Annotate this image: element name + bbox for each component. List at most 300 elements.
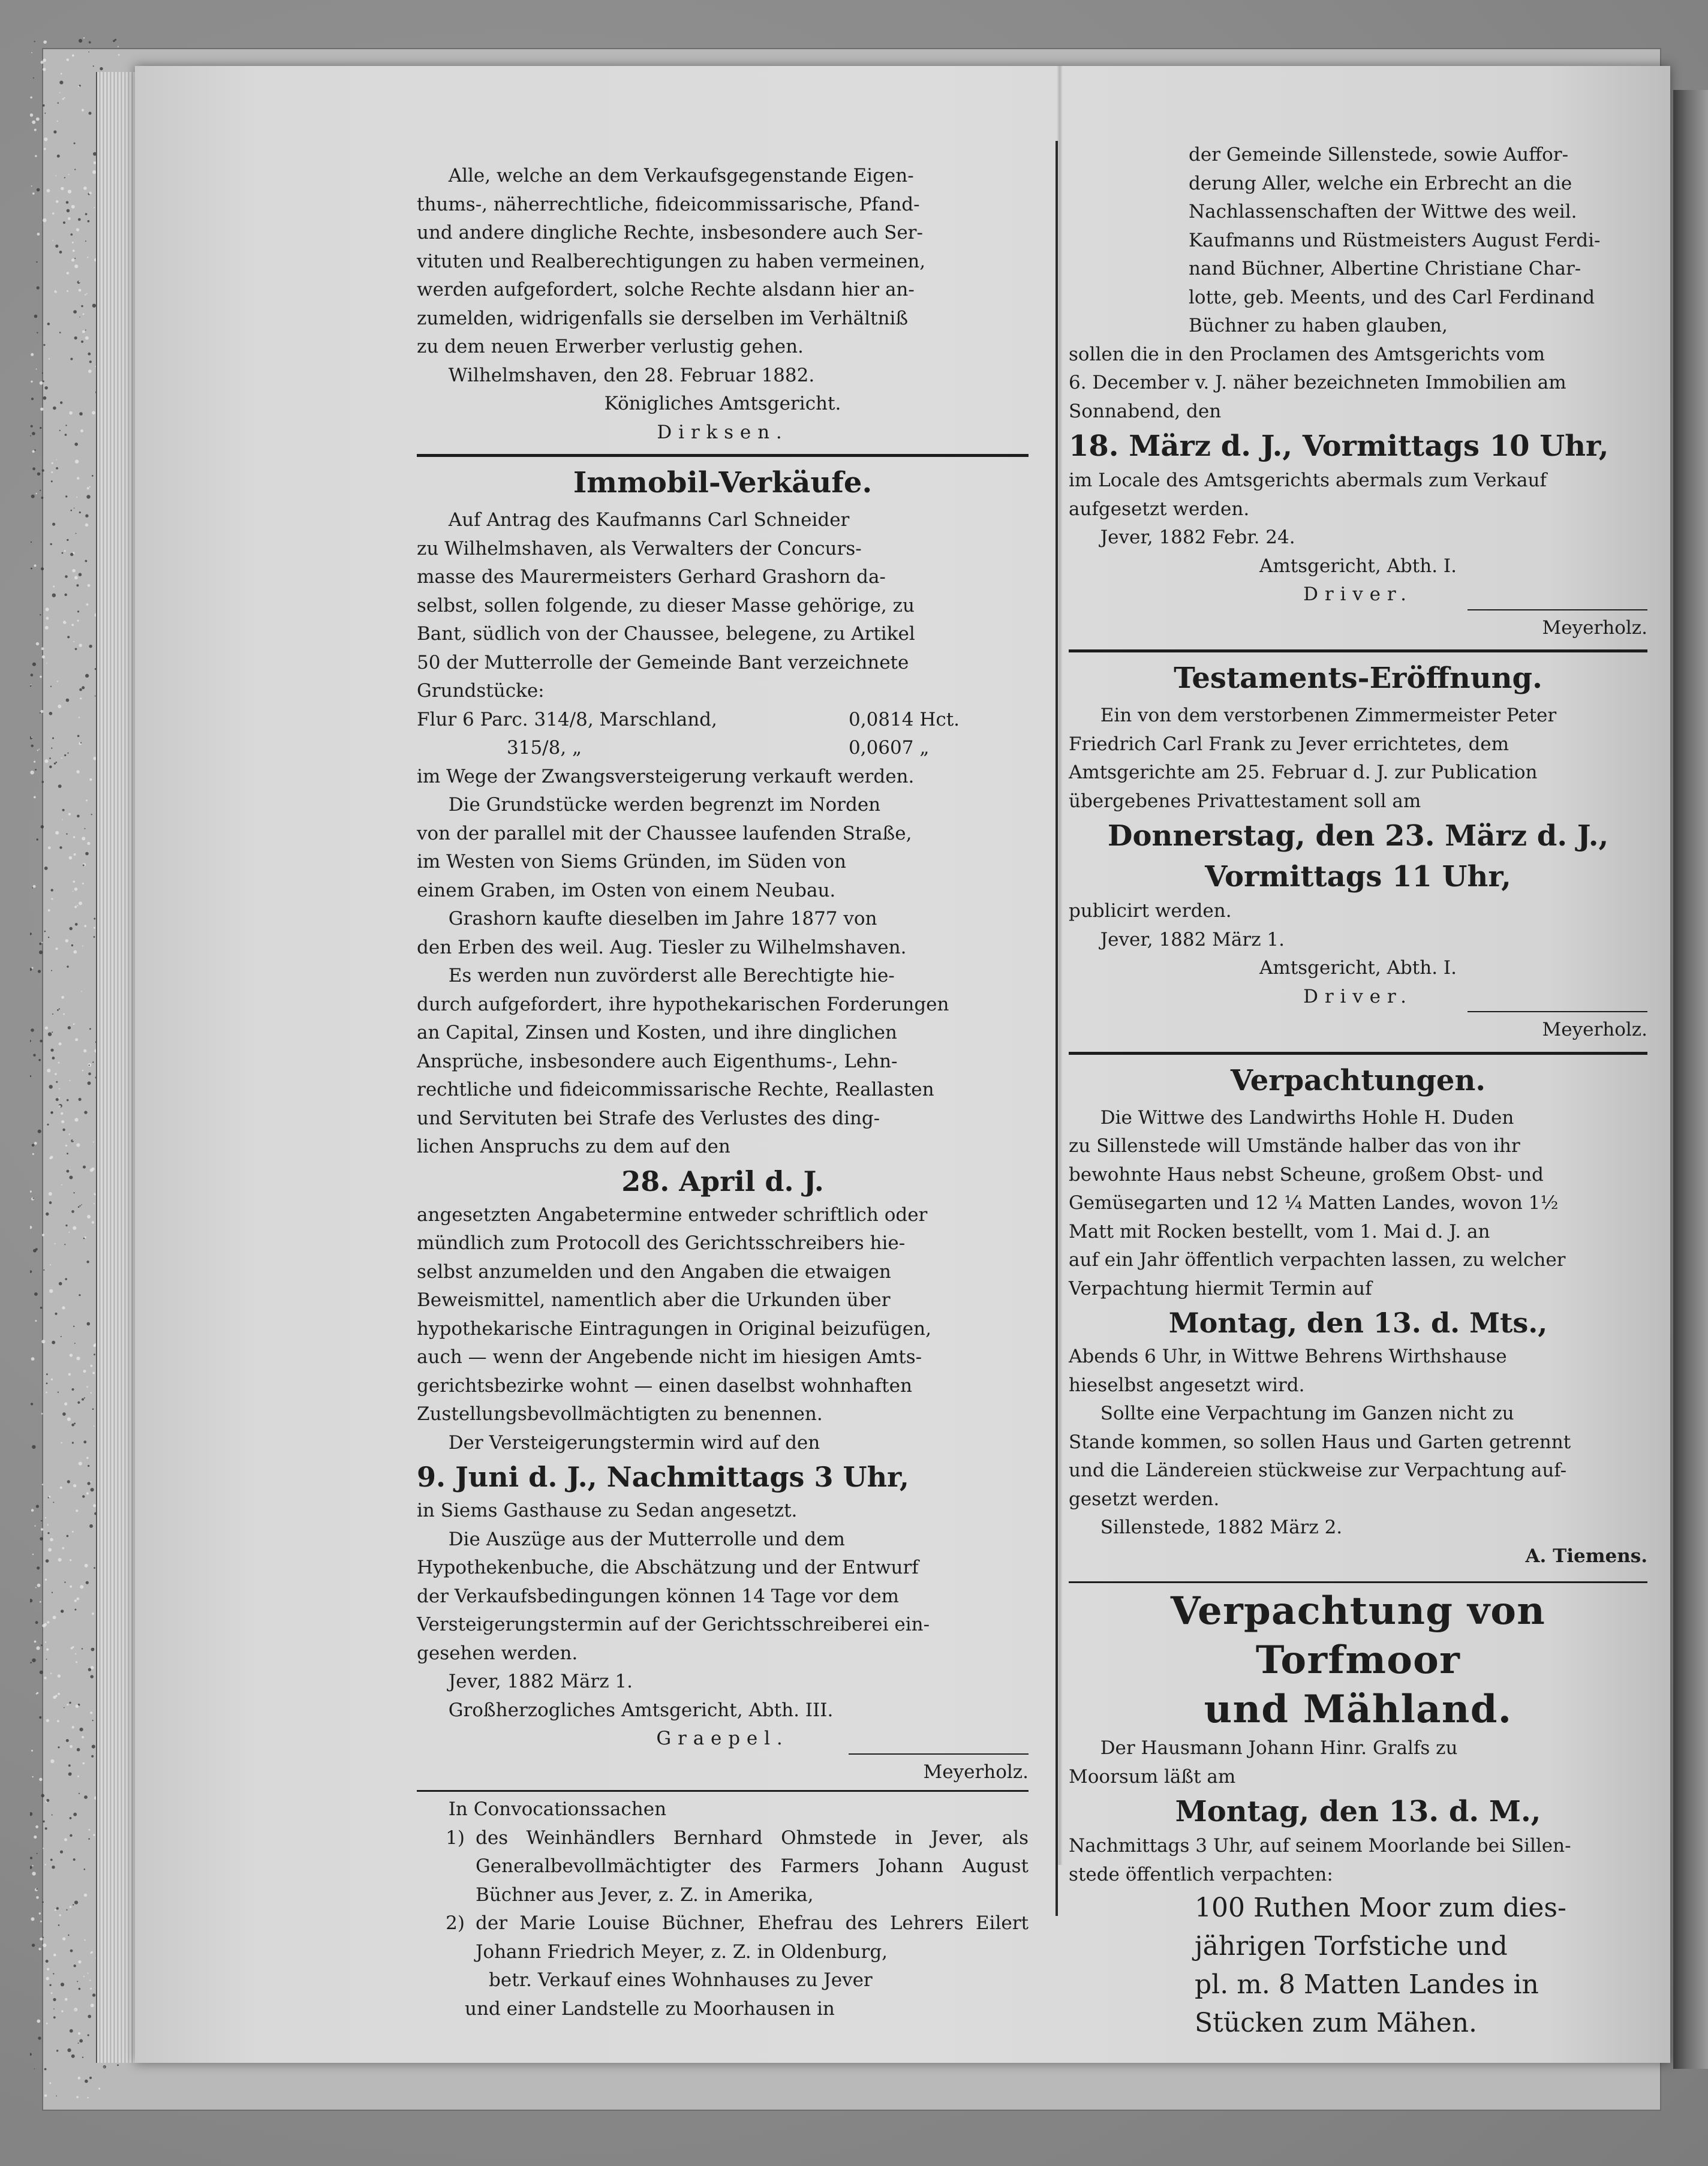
speckle-dot [48, 846, 51, 849]
speckle-dot [34, 129, 37, 131]
speckle-dot [32, 1944, 35, 1947]
list-item [417, 1909, 1029, 1966]
speckle-dot [71, 510, 73, 512]
speckle-dot [72, 1726, 74, 1728]
speckle-dot [88, 1072, 91, 1075]
speckle-dot [57, 121, 58, 122]
speckle-dot [92, 1221, 94, 1223]
speckle-dot [81, 341, 83, 343]
notice-court: Amtsgericht, Abth. I. [1259, 957, 1457, 979]
speckle-dot [117, 2064, 119, 2066]
speckle-dot [50, 1264, 51, 1265]
text-line: Ein von dem verstorbenen Zimmermeister Peter [1100, 705, 1557, 726]
speckle-dot [52, 240, 53, 241]
speckle-dot [47, 1621, 49, 1623]
speckle-dot [91, 1365, 93, 1367]
speckle-dot [92, 411, 95, 414]
immobil-notice [417, 463, 1029, 1786]
speckle-dot [68, 1026, 71, 1029]
speckle-dot [79, 289, 82, 292]
speckle-dot [34, 796, 36, 799]
speckle-dot [82, 1398, 84, 1401]
speckle-dot [46, 1799, 49, 1802]
text-line: Zustellungsbevollmächtigten zu benennen. [417, 1403, 823, 1425]
speckle-dot [52, 1031, 53, 1033]
section-rule [1069, 1581, 1647, 1583]
speckle-dot [31, 1917, 35, 1921]
speckle-dot [61, 1983, 64, 1986]
speckle-dot [79, 1793, 80, 1794]
text-line: publicirt werden. [1069, 900, 1232, 922]
speckle-dot [70, 1080, 71, 1081]
text-line: werden aufgefordert, solche Rechte alsdann hier an- [417, 279, 915, 300]
speckle-dot [74, 1422, 76, 1424]
speckle-dot [79, 717, 80, 718]
speckle-dot [79, 39, 82, 43]
speckle-dot [67, 1480, 70, 1483]
speckle-dot [47, 1069, 50, 1072]
speckle-dot [79, 1462, 82, 1466]
speckle-dot [53, 1954, 56, 1957]
speckle-dot [67, 753, 68, 754]
speckle-dot [69, 1702, 71, 1704]
speckle-dot [86, 495, 90, 498]
speckle-dot [61, 1120, 64, 1123]
speckle-dot [35, 769, 37, 771]
text-line: Gemüsegarten und 12 ¼ Matten Landes, wovon 1½ [1069, 1192, 1559, 1214]
speckle-dot [34, 2068, 35, 2069]
speckle-dot [71, 205, 75, 209]
text-line: Es werden nun zuvörderst alle Berechtigte hie- [448, 965, 895, 986]
list-text: des Weinhändlers Bernhard Ohmstede in Jever, als Generalbevollmächtigter des Farmers Johann August Büchner aus Jever, z. Z. in Amerika, [476, 1827, 1029, 1906]
speckle-dot [76, 584, 79, 586]
text-line: zu Wilhelmshaven, als Verwalters der Concurs- [417, 537, 862, 559]
speckle-dot [91, 1392, 92, 1394]
intro-notice [417, 162, 1029, 447]
speckle-dot [59, 251, 62, 254]
speckle-dot [56, 1098, 59, 1101]
notice-court: Königliches Amtsgericht. [604, 393, 841, 414]
speckle-dot [53, 130, 56, 133]
speckle-dot [73, 1858, 76, 1861]
speckle-dot [32, 450, 35, 453]
speckle-dot [61, 1184, 62, 1186]
speckle-dot [52, 212, 54, 214]
speckle-dot [30, 1226, 32, 1229]
speckle-dot [77, 905, 78, 906]
speckle-dot [58, 1674, 61, 1677]
opening-date: Donnerstag, den 23. März d. J., [1107, 819, 1609, 853]
text-line: aufgesetzt werden. [1069, 498, 1250, 520]
speckle-dot [31, 1403, 33, 1405]
speckle-dot [65, 1145, 67, 1147]
advert-date: Montag, den 13. d. M., [1175, 1795, 1541, 1828]
speckle-dot [49, 757, 51, 759]
speckle-dot [91, 1666, 94, 1669]
speckle-dot [30, 1866, 32, 1869]
speckle-dot [89, 2077, 92, 2079]
speckle-dot [66, 1739, 69, 1742]
speckle-dot [78, 218, 81, 221]
speckle-dot [46, 1977, 49, 1981]
speckle-dot [72, 569, 76, 573]
speckle-dot [78, 86, 79, 87]
text-line: thums-, näherrechtliche, fideicommissarische, Pfand- [417, 193, 920, 215]
speckle-dot [57, 1720, 59, 1722]
speckle-dot [40, 490, 41, 491]
advert-headline: und Mähland. [1204, 1687, 1512, 1732]
speckle-dot [51, 471, 53, 473]
text-line: Moorsum läßt am [1069, 1765, 1236, 1788]
speckle-dot [36, 369, 37, 370]
speckle-dot [73, 1139, 74, 1141]
speckle-dot [52, 1866, 55, 1869]
speckle-dot [77, 1401, 80, 1404]
text-line: lichen Anspruchs zu dem auf den [417, 1136, 730, 1157]
speckle-dot [46, 663, 47, 664]
speckle-dot [78, 2042, 79, 2044]
speckle-dot [79, 573, 82, 576]
speckle-dot [35, 1621, 38, 1624]
speckle-dot [49, 1496, 50, 1497]
text-line: selbst, sollen folgende, zu dieser Masse gehörige, zu [417, 594, 915, 616]
speckle-dot [90, 1988, 92, 1990]
speckle-dot [74, 576, 78, 580]
speckle-dot [32, 888, 33, 889]
speckle-dot [90, 1168, 94, 1172]
speckle-dot [45, 1641, 46, 1642]
speckle-dot [49, 1289, 53, 1293]
speckle-dot [30, 1190, 32, 1192]
speckle-dot [40, 381, 43, 385]
speckle-dot [45, 1579, 47, 1581]
speckle-dot [53, 2016, 56, 2018]
speckle-dot [46, 2023, 48, 2024]
speckle-dot [41, 1644, 43, 1646]
speckle-dot [41, 497, 44, 499]
speckle-dot [43, 1848, 44, 1849]
speckle-dot [76, 497, 77, 498]
text-line: der Verkaufsbedingungen können 14 Tage vor dem [417, 1585, 899, 1607]
speckle-dot [31, 1028, 34, 1032]
speckle-dot [32, 1153, 34, 1155]
speckle-dot [60, 1487, 62, 1489]
text-line: Die Grundstücke werden begrenzt im Norden [448, 794, 881, 816]
speckle-dot [31, 495, 35, 498]
speckle-dot [61, 996, 64, 999]
speckle-dot [76, 1509, 78, 1512]
speckle-dot [76, 1661, 77, 1663]
speckle-dot [79, 412, 83, 416]
speckle-dot [39, 943, 41, 945]
speckle-dot [59, 1914, 61, 1916]
speckle-dot [43, 380, 44, 382]
convocation-continued [1069, 141, 1647, 642]
text-line: und andere dingliche Rechte, insbesondere auch Ser- [417, 222, 923, 243]
speckle-dot [42, 1902, 44, 1903]
speckle-dot [48, 1032, 52, 1036]
speckle-dot [88, 1482, 91, 1485]
speckle-dot [71, 233, 73, 236]
speckle-dot [67, 539, 68, 541]
speckle-dot [40, 1601, 41, 1603]
speckle-dot [40, 710, 43, 713]
lease-notice [1069, 1061, 1647, 1571]
speckle-dot [53, 1973, 54, 1974]
text-line: 50 der Mutterrolle der Gemeinde Bant verzeichnete [417, 651, 909, 673]
speckle-dot [65, 1225, 67, 1226]
speckle-dot [51, 748, 52, 749]
speckle-dot [91, 1488, 94, 1491]
speckle-dot [61, 73, 62, 75]
speckle-dot [57, 155, 60, 158]
speckle-dot [89, 41, 91, 44]
speckle-dot [44, 113, 46, 114]
speckle-dot [89, 1064, 90, 1066]
speckle-dot [40, 1307, 43, 1309]
convocation-notice [417, 1795, 1029, 2023]
speckle-dot [89, 1829, 91, 1831]
text-line: gerichtsbezirke wohnt — einen daselbst wohnhaften [417, 1374, 912, 1397]
text-line: Versteigerungstermin auf der Gerichtsschreiberei ein- [417, 1614, 930, 1635]
speckle-dot [42, 655, 45, 658]
speckle-dot [89, 778, 92, 781]
speckle-dot [50, 1759, 54, 1763]
speckle-dot [87, 1322, 91, 1326]
text-line: sollen die in den Proclamen des Amtsgerichts vom [1069, 343, 1545, 365]
speckle-dot [36, 118, 40, 121]
text-line: Büchner zu haben glauben, [1189, 315, 1448, 336]
book-spine [1673, 90, 1708, 2069]
speckle-dot [53, 2008, 55, 2009]
speckle-dot [79, 512, 81, 513]
speckle-dot [72, 1531, 74, 1533]
speckle-dot [65, 1278, 67, 1280]
speckle-dot [60, 1851, 63, 1854]
text-line: derung Aller, welche ein Erbrecht an die [1189, 172, 1572, 194]
speckle-dot [62, 809, 65, 811]
speckle-dot [44, 137, 47, 141]
speckle-dot [52, 1013, 53, 1015]
speckle-dot [56, 200, 59, 203]
speckle-dot [68, 813, 71, 816]
speckle-dot [77, 619, 79, 621]
speckle-dot [64, 1707, 65, 1708]
speckle-dot [45, 386, 48, 389]
speckle-dot [49, 1984, 51, 1986]
speckle-dot [78, 2032, 80, 2035]
speckle-dot [82, 1648, 83, 1649]
speckle-dot [83, 1976, 85, 1977]
speckle-dot [68, 1773, 72, 1776]
speckle-dot [70, 1834, 72, 1837]
speckle-dot [50, 1049, 53, 1052]
text-line: Stande kommen, so sollen Haus und Garten getrennt [1069, 1431, 1571, 1453]
speckle-dot [66, 201, 69, 204]
speckle-dot [74, 1965, 76, 1967]
speckle-dot [67, 59, 69, 61]
text-line: gesetzt werden. [1069, 1488, 1220, 1510]
speckle-dot [55, 831, 59, 835]
speckle-dot [52, 1057, 55, 1060]
speckle-dot [85, 560, 88, 562]
speckle-dot [77, 735, 80, 738]
speckle-dot [36, 261, 37, 263]
speckle-dot [41, 567, 44, 570]
speckle-dot [39, 1716, 41, 1719]
speckle-dot [88, 52, 89, 53]
speckle-dot [83, 1762, 85, 1765]
speckle-dot [77, 1748, 80, 1752]
speckle-dot [46, 617, 49, 620]
speckle-dot [74, 169, 76, 170]
speckle-dot [50, 1538, 53, 1542]
speckle-dot [84, 1397, 85, 1398]
speckle-dot [80, 1728, 83, 1731]
speckle-dot [70, 1745, 73, 1748]
speckle-dot [46, 1559, 49, 1563]
text-line: Nachmittags 3 Uhr, auf seinem Moorlande bei Sillen- [1069, 1835, 1571, 1857]
speckle-dot [45, 1827, 47, 1830]
text-line: zu Sillenstede will Umstände halber das von ihr [1069, 1135, 1520, 1157]
speckle-dot [31, 1357, 35, 1361]
list-text: der Marie Louise Büchner, Ehefrau des Lehrers Eilert Johann Friedrich Meyer, z. Z. in Oldenburg, [476, 1912, 1029, 1963]
speckle-dot [30, 1270, 32, 1272]
text-line: stede öffentlich verpachten: [1069, 1863, 1333, 1885]
speckle-dot [91, 2003, 94, 2007]
notice-signature: Driver. [1303, 583, 1413, 605]
left-column [417, 162, 1029, 2023]
speckle-dot [62, 98, 64, 100]
speckle-dot [82, 2057, 83, 2058]
speckle-dot [37, 2020, 40, 2023]
speckle-dot [93, 1141, 94, 1142]
speckle-dot [75, 460, 79, 464]
speckle-dot [43, 344, 45, 346]
text-line: und die Ländereien stückweise zur Verpachtung auf- [1069, 1460, 1567, 1481]
speckle-dot [56, 2095, 57, 2096]
section-heading: Verpachtungen. [1230, 1063, 1486, 1097]
speckle-dot [40, 1537, 43, 1541]
speckle-dot [68, 1764, 71, 1767]
deadline-date: 28. April d. J. [621, 1165, 824, 1198]
speckle-dot [50, 1672, 52, 1674]
speckle-dot [77, 1981, 78, 1982]
speckle-dot [62, 819, 63, 820]
speckle-dot [30, 435, 31, 437]
speckle-dot [87, 1215, 91, 1219]
speckle-dot [52, 1592, 53, 1593]
speckle-dot [43, 1944, 46, 1947]
speckle-dot [60, 401, 62, 404]
parcel-desc: 315/8, „ [507, 737, 582, 759]
speckle-dot [67, 1153, 68, 1154]
convocation-list [417, 1824, 1029, 1967]
speckle-dot [36, 1896, 39, 1899]
speckle-dot [40, 614, 41, 615]
speckle-dot [55, 1695, 58, 1697]
speckle-dot [53, 586, 55, 588]
speckle-dot [85, 330, 86, 331]
speckle-dot [44, 2068, 47, 2071]
speckle-dot [31, 52, 32, 53]
speckle-dot [79, 688, 82, 691]
speckle-dot [93, 65, 94, 67]
speckle-dot [59, 81, 63, 85]
section-heading: Immobil-Verkäufe. [573, 466, 873, 500]
speckle-dot [31, 736, 32, 738]
list-number: 2) [446, 1912, 465, 1934]
speckle-dot [32, 1144, 35, 1147]
notice-date: Wilhelmshaven, den 28. Februar 1882. [448, 364, 815, 386]
speckle-dot [76, 1143, 80, 1147]
text-line: Die Auszüge aus der Mutterrolle und dem [448, 1528, 845, 1550]
sale-date: 18. März d. J., Vormittags 10 Uhr, [1069, 429, 1609, 463]
speckle-dot [69, 856, 73, 860]
speckle-dot [83, 1049, 86, 1052]
text-line: Nachlassenschaften der Wittwe des weil. [1189, 201, 1577, 222]
speckle-dot [38, 1130, 41, 1133]
speckle-dot [67, 1704, 68, 1705]
speckle-dot [88, 2034, 89, 2036]
text-line: Abends 6 Uhr, in Wittwe Behrens Wirthshause [1069, 1346, 1507, 1367]
speckle-dot [31, 398, 34, 400]
speckle-dot [74, 508, 75, 509]
speckle-dot [32, 1776, 33, 1777]
speckle-dot [43, 59, 46, 62]
text-line: in Siems Gasthause zu Sedan angesetzt. [417, 1500, 798, 1521]
speckle-dot [68, 1935, 69, 1936]
speckle-dot [35, 1526, 36, 1527]
parcel-area: 0,0814 Hct. [849, 708, 960, 730]
speckle-dot [58, 103, 59, 104]
speckle-dot [83, 1166, 86, 1169]
parcel-row [417, 706, 1029, 735]
text-line: mündlich zum Protocoll des Gerichtsschreibers hie- [417, 1232, 906, 1254]
speckle-dot [88, 1465, 89, 1467]
speckle-dot [37, 1584, 41, 1587]
speckle-dot [45, 1517, 46, 1518]
text-line: rechtliche und fideicommissarische Rechte, Reallasten [417, 1079, 934, 1100]
speckle-dot [88, 2015, 91, 2018]
speckle-dot [74, 2008, 77, 2011]
speckle-dot [84, 1894, 87, 1897]
clerk-rule [1468, 1011, 1647, 1045]
speckle-dot [46, 1648, 49, 1651]
speckle-dot [94, 918, 95, 920]
speckle-dot [70, 1169, 71, 1170]
speckle-dot [58, 1693, 60, 1695]
speckle-dot [85, 674, 89, 678]
speckle-dot [71, 1424, 74, 1427]
text-line: im Wege der Zwangsversteigerung verkauft werden. [417, 765, 915, 787]
speckle-dot [64, 1403, 67, 1406]
speckle-dot [86, 1386, 88, 1388]
speckle-dot [32, 1872, 35, 1875]
speckle-dot [62, 1306, 65, 1309]
speckle-dot [67, 1418, 71, 1421]
speckle-dot [75, 1653, 76, 1654]
text-line: Die Wittwe des Landwirths Hohle H. Duden [1100, 1106, 1514, 1129]
speckle-dot [53, 407, 56, 410]
speckle-dot [85, 1564, 88, 1568]
speckle-dot [98, 2087, 100, 2089]
speckle-dot [80, 429, 83, 432]
text-line: an Capital, Zinsen und Kosten, und ihre dinglichen [417, 1022, 897, 1043]
opening-time: Vormittags 11 Uhr, [1205, 860, 1511, 894]
speckle-dot [72, 242, 74, 243]
speckle-dot [40, 1938, 43, 1941]
